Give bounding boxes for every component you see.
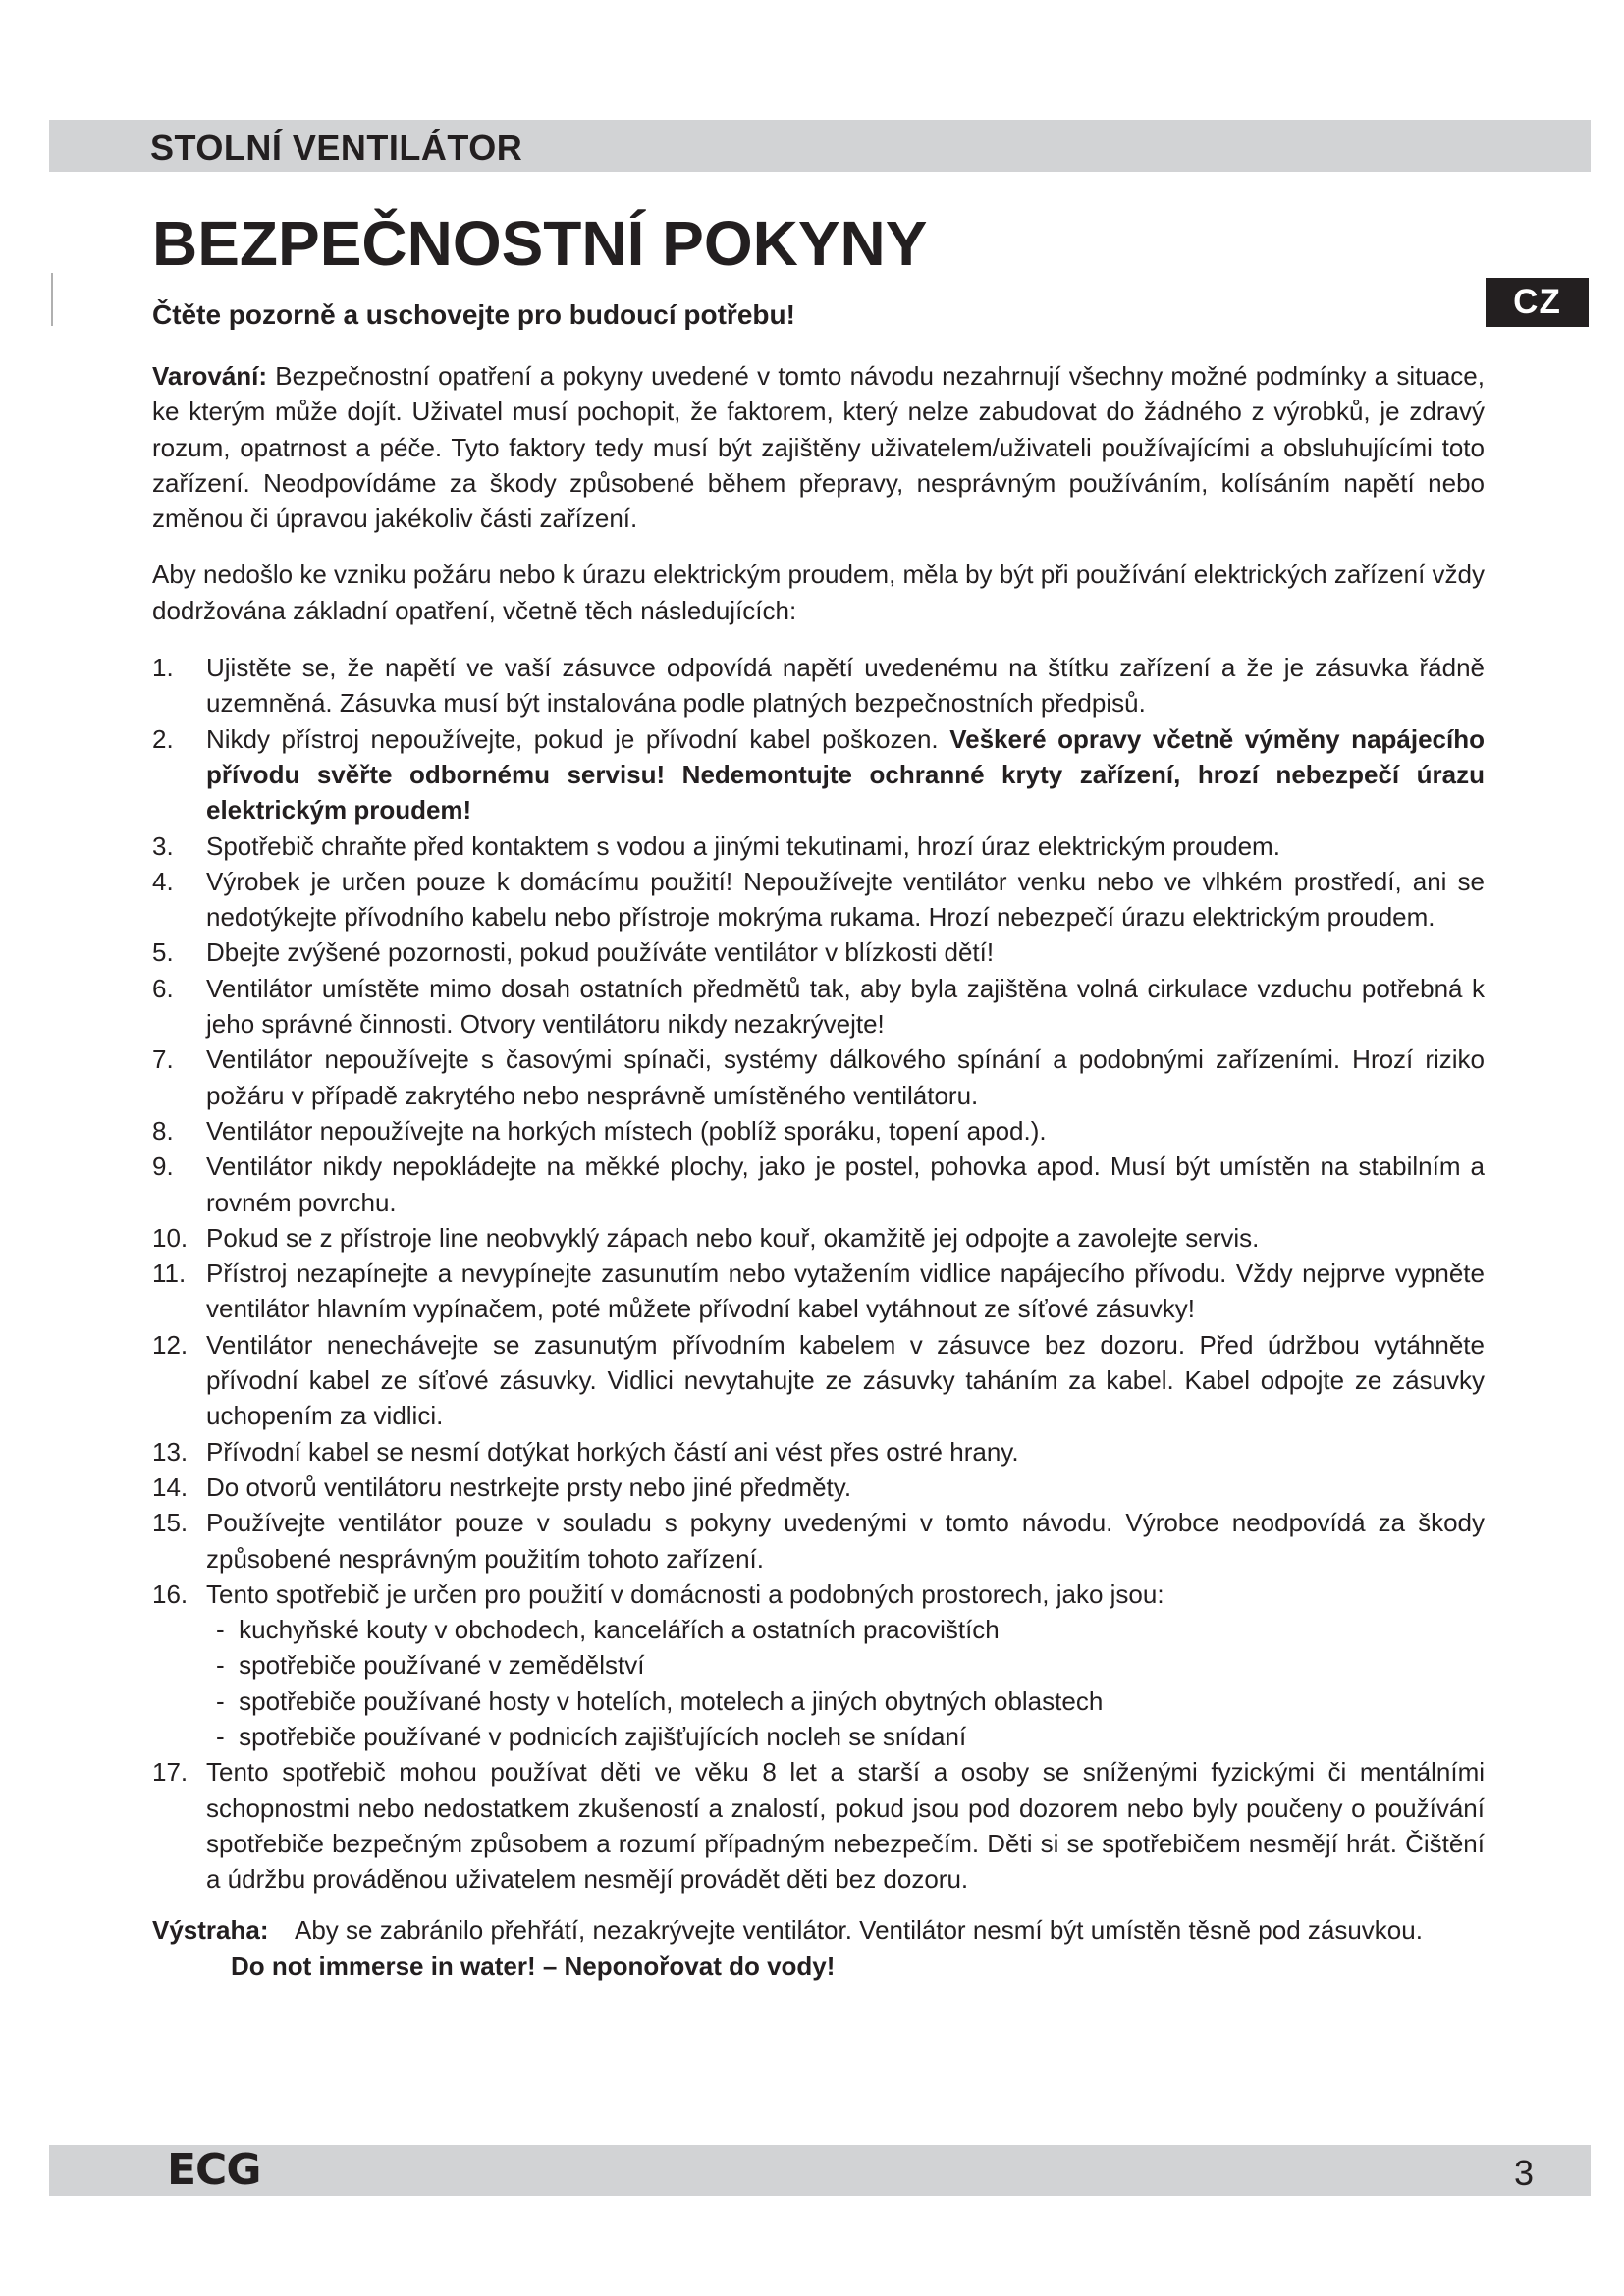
item-number: 11.	[152, 1258, 187, 1289]
list-item	[152, 1255, 1485, 1327]
language-badge: CZ	[1486, 278, 1589, 327]
item-text: Výrobek je určen pouze k domácímu použití! Nepoužívejte ventilátor venku nebo ve vlhkém prostředí, ani se nedotýkejte přívodního kabelu nebo přístroje mokrýma rukama. Hrozí nebezpečí úrazu elektrickým proudem.	[206, 866, 1485, 933]
item-number: 2.	[152, 723, 174, 754]
item-text: Přístroj nezapínejte a nevypínejte zasunutím nebo vytažením vidlice napájecího přívodu. Vždy nejprve vypněte ventilátor hlavním vypínačem, poté můžete přívodní kabel vytáhnout ze síťové zásuvky!	[206, 1258, 1485, 1324]
side-mark	[51, 273, 53, 326]
item-text: Ventilátor nikdy nepokládejte na měkké plochy, jako je postel, pohovka apod. Musí být umístěn na stabilním a rovném povrchu.	[206, 1151, 1485, 1217]
list-item	[152, 934, 1485, 970]
caution-block	[152, 1912, 1485, 1948]
caution-text: Aby se zabránilo přehřátí, nezakrývejte ventilátor. Ventilátor nesmí být umístěn těsně pod zásuvkou.	[295, 1915, 1423, 1946]
page-number: 3	[1513, 2153, 1534, 2193]
item-text: Ventilátor nenechávejte se zasunutým přívodním kabelem v zásuvce bez dozoru. Před údržbou vytáhněte přívodní kabel ze síťové zásuvky. Vidlici nevytahujte ze zásuvky taháním za kabel. Kabel odpojte ze zásuvky uchopením za vidlici.	[206, 1329, 1485, 1431]
header-bar	[49, 120, 1591, 172]
item-text	[206, 1576, 1485, 1754]
footer-bar	[49, 2145, 1591, 2196]
item-number: 17.	[152, 1757, 189, 1788]
item-text-regular: Nikdy přístroj nepoužívejte, pokud je přívodní kabel poškozen.	[206, 723, 950, 754]
item-text: Ujistěte se, že napětí ve vaší zásuvce odpovídá napětí uvedenému na štítku zařízení a že je zásuvka řádně uzemněná. Zásuvka musí být instalována podle platných bezpečnostních předpisů.	[206, 653, 1485, 719]
list-item	[152, 1754, 1485, 1896]
item-text: Používejte ventilátor pouze v souladu s pokyny uvedenými v tomto návodu. Výrobce neodpovídá za škody způsobené nesprávným použitím tohoto zařízení.	[206, 1508, 1485, 1574]
sub-list-item: - spotřebiče používané v podnicích zajišťujících nocleh se snídaní	[216, 1719, 1485, 1754]
item-number: 3.	[152, 830, 174, 861]
list-item	[152, 1576, 1485, 1754]
safety-rules-list	[152, 650, 1485, 1896]
usage-places-list	[206, 1612, 1485, 1754]
list-item	[152, 1113, 1485, 1148]
item-text: Do otvorů ventilátoru nestrkejte prsty nebo jiné předměty.	[206, 1471, 852, 1502]
item-number: 5.	[152, 937, 174, 968]
item-number: 9.	[152, 1151, 174, 1182]
item-number: 8.	[152, 1115, 174, 1146]
item-text: Tento spotřebič mohou používat děti ve věku 8 let a starší a osoby se sníženými fyzickými či mentálními schopnostmi nebo nedostatkem zkušeností a znalostí, pokud jsou pod dozorem nebo byly poučeny o používání spotřebiče bezpečným způsobem a rozumí případným nebezpečím. Děti si se spotřebičem nesmějí hrát. Čištění a údržbu prováděnou uživatelem nesmějí provádět děti bez dozoru.	[206, 1757, 1485, 1895]
list-item	[152, 1041, 1485, 1113]
item-number: 1.	[152, 653, 174, 683]
item-number: 13.	[152, 1436, 189, 1467]
list-item	[152, 971, 1485, 1042]
item-number: 7.	[152, 1044, 174, 1075]
item-text: Spotřebič chraňte před kontaktem s vodou a jinými tekutinami, hrozí úraz elektrickým proudem.	[206, 830, 1280, 861]
list-item	[152, 828, 1485, 864]
warning-paragraph	[152, 358, 1485, 536]
list-item	[152, 1469, 1485, 1505]
brand-logo: ECG	[167, 2145, 261, 2195]
subtitle: Čtěte pozorně a uschovejte pro budoucí potřebu!	[152, 299, 795, 330]
item-text: Pokud se z přístroje line neobvyklý zápach nebo kouř, okamžitě jej odpojte a zavolejte servis.	[206, 1222, 1260, 1253]
warning-text: Bezpečnostní opatření a pokyny uvedené v tomto návodu nezahrnují všechny možné podmínky a situace, ke kterým může dojít. Uživatel musí pochopit, že faktorem, který nelze zabudovat do žádného z výrobků, je zdravý rozum, opatrnost a péče. Tyto faktory tedy musí být zajištěny uživatelem/uživateli používajícími a obsluhujícími toto zařízení. Neodpovídáme za škody způsobené během přepravy, nesprávným používáním, kolísáním napětí nebo změnou či úpravou jakékoliv části zařízení.	[152, 361, 1485, 534]
item-text-bold: Veškeré opravy včetně výměny napájecího přívodu svěřte odbornému servisu! Nedemontujte ochranné kryty zařízení, hrozí nebezpečí úrazu elektrickým proudem!	[206, 723, 1485, 826]
item-number: 4.	[152, 866, 174, 896]
item-number: 10.	[152, 1222, 189, 1253]
warning-label: Varování:	[152, 361, 268, 391]
water-notice: Do not immerse in water! – Neponořovat do vody!	[231, 1950, 836, 1981]
list-item	[152, 721, 1485, 828]
list-item	[152, 1220, 1485, 1255]
item-text: Ventilátor nepoužívejte na horkých místech (poblíž sporáku, topení apod.).	[206, 1115, 1047, 1146]
item-text: Ventilátor umístěte mimo dosah ostatních předmětů tak, aby byla zajištěna volná cirkulace vzduchu potřebná k jeho správné činnosti. Otvory ventilátoru nikdy nezakrývejte!	[206, 973, 1485, 1040]
list-item	[152, 1434, 1485, 1469]
item-text: Dbejte zvýšené pozornosti, pokud používáte ventilátor v blízkosti dětí!	[206, 937, 995, 968]
item-number: 12.	[152, 1329, 189, 1360]
sub-list-item: - kuchyňské kouty v obchodech, kancelářích a ostatních pracovištích	[216, 1612, 1485, 1647]
item-text	[206, 721, 1485, 828]
item-text: Ventilátor nepoužívejte s časovými spínači, systémy dálkového spínání a podobnými zařízeními. Hrozí riziko požáru v případě zakrytého nebo nesprávně umístěného ventilátoru.	[206, 1044, 1485, 1110]
caution-label: Výstraha:	[152, 1915, 269, 1946]
item-text-regular: Tento spotřebič je určen pro použití v domácnosti a podobných prostorech, jako jsou:	[206, 1578, 1164, 1609]
item-number: 15.	[152, 1508, 189, 1538]
item-number: 6.	[152, 973, 174, 1003]
list-item	[152, 1505, 1485, 1576]
sub-list-item: - spotřebiče používané v zemědělství	[216, 1647, 1485, 1682]
item-number: 14.	[152, 1471, 189, 1502]
item-number: 16.	[152, 1578, 189, 1609]
intro-paragraph: Aby nedošlo ke vzniku požáru nebo k úrazu elektrickým proudem, měla by být při používání elektrických zařízení vždy dodržována základní opatření, včetně těch následujících:	[152, 560, 1485, 625]
content	[152, 358, 1485, 1984]
list-item	[152, 650, 1485, 721]
item-text: Přívodní kabel se nesmí dotýkat horkých částí ani vést přes ostré hrany.	[206, 1436, 1019, 1467]
sub-list-item: - spotřebiče používané hosty v hotelích, motelech a jiných obytných oblastech	[216, 1683, 1485, 1719]
page-title: BEZPEČNOSTNÍ POKYNY	[152, 208, 928, 279]
product-title: STOLNÍ VENTILÁTOR	[150, 128, 523, 168]
list-item	[152, 1148, 1485, 1220]
list-item	[152, 1327, 1485, 1434]
list-item	[152, 864, 1485, 935]
